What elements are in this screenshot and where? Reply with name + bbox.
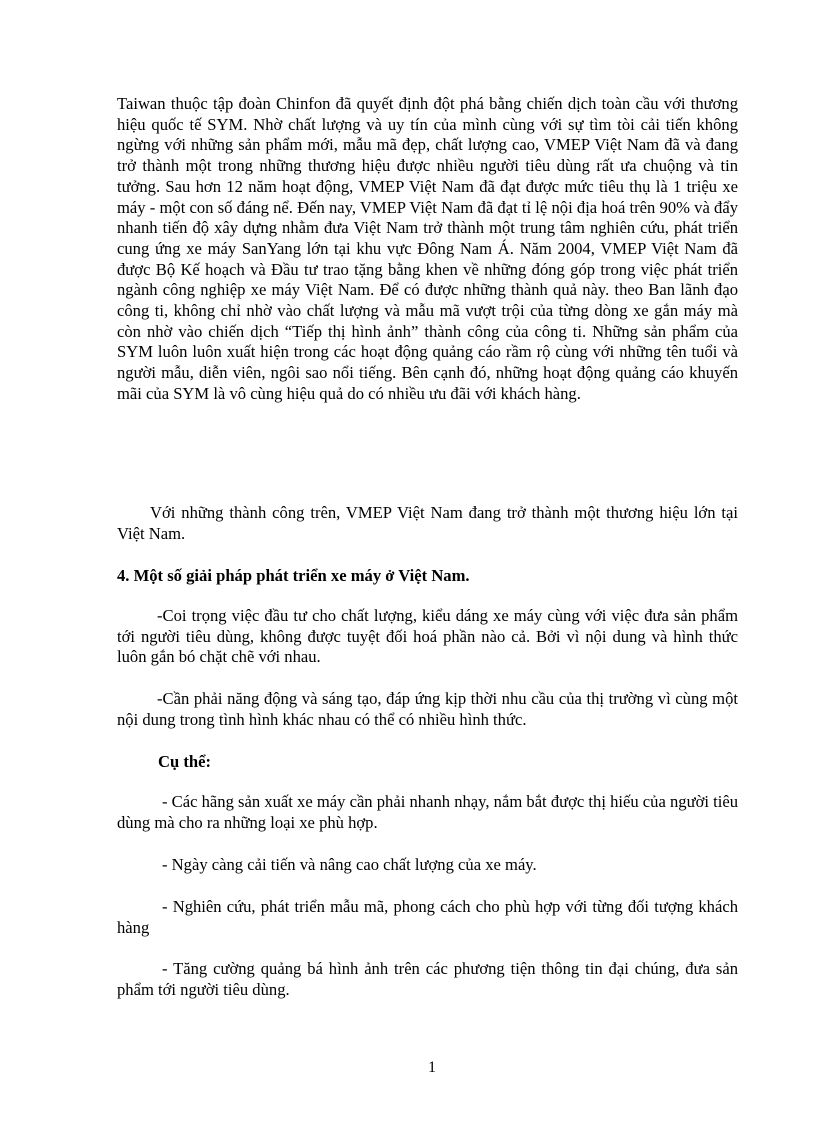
- page-number: 1: [428, 1059, 436, 1076]
- detail-item-market-trends: - Các hãng sản xuất xe máy cần phải nhanh nhạy, nắm bắt được thị hiếu của người tiêu dùng mà cho ra những loại xe phù hợp.: [117, 792, 738, 832]
- detail-item-quality-improvement: - Ngày càng cải tiến và nâng cao chất lượng của xe máy.: [162, 855, 537, 874]
- subheading-details: Cụ thể:: [158, 752, 212, 771]
- paragraph-vmep-conclusion: Với những thành công trên, VMEP Việt Nam đang trở thành một thương hiệu lớn tại Việt Nam.: [117, 503, 738, 543]
- solution-item-quality: -Coi trọng việc đầu tư cho chất lượng, kiểu dáng xe máy cùng với việc đưa sản phẩm tới người tiêu dùng, không được tuyệt đối hoá phần nào cả. Bởi vì nội dung và hình thức luôn gắn bó chặt chẽ với nhau.: [117, 606, 738, 667]
- paragraph-vmep-history: Taiwan thuộc tập đoàn Chinfon đã quyết định đột phá bằng chiến dịch toàn cầu với thương hiệu quốc tế SYM. Nhờ chất lượng và uy tín của mình cùng với sự tìm tòi cải tiến không ngừng với những sản phẩm mới, mẫu mã đẹp, chất lượng cao, VMEP Việt Nam đã và đang trở thành một trong những thương hiệu được nhiều người tiêu dùng rất ưa chuộng và tin tưởng. Sau hơn 12 năm hoạt động, VMEP Việt Nam đã đạt được mức tiêu thụ là 1 triệu xe máy - một con số đáng nể. Đến nay, VMEP Việt Nam đã đạt tỉ lệ nội địa hoá trên 90% và đẩy nhanh tiến độ xây dựng nhằm đưa Việt Nam trở thành một trung tâm nghiên cứu, phát triển cung ứng xe máy SanYang lớn tại khu vực Đông Nam Á. Năm 2004, VMEP Việt Nam đã được Bộ Kế hoạch và Đầu tư trao tặng bằng khen về những đóng góp trong việc phát triển ngành công nghiệp xe máy Việt Nam. Để có được những thành quả này. theo Ban lãnh đạo công ti, không chỉ nhờ vào chất lượng và mẫu mã vượt trội của từng dòng xe gắn máy mà còn nhờ vào chiến dịch “Tiếp thị hình ảnh” thành công của công ti. Những sản phẩm của SYM luôn luôn xuất hiện trong các hoạt động quảng cáo rầm rộ cùng với những tên tuổi và người mẫu, diễn viên, ngôi sao nổi tiếng. Bên cạnh đó, những hoạt động quảng cáo khuyến mãi của SYM là vô cùng hiệu quả do có nhiều ưu đãi với khách hàng.: [117, 94, 738, 403]
- detail-item-media-promotion: - Tăng cường quảng bá hình ảnh trên các phương tiện thông tin đại chúng, đưa sản phẩm tới người tiêu dùng.: [117, 959, 738, 999]
- section-heading: 4. Một số giải pháp phát triển xe máy ở Việt Nam.: [117, 566, 470, 585]
- solution-item-creativity: -Cần phải năng động và sáng tạo, đáp ứng kịp thời nhu cầu của thị trường vì cùng một nội dung trong tình hình khác nhau có thể có nhiều hình thức.: [117, 689, 738, 729]
- detail-item-design-research: - Nghiên cứu, phát triển mẫu mã, phong cách cho phù hợp với từng đối tượng khách hàng: [117, 897, 738, 937]
